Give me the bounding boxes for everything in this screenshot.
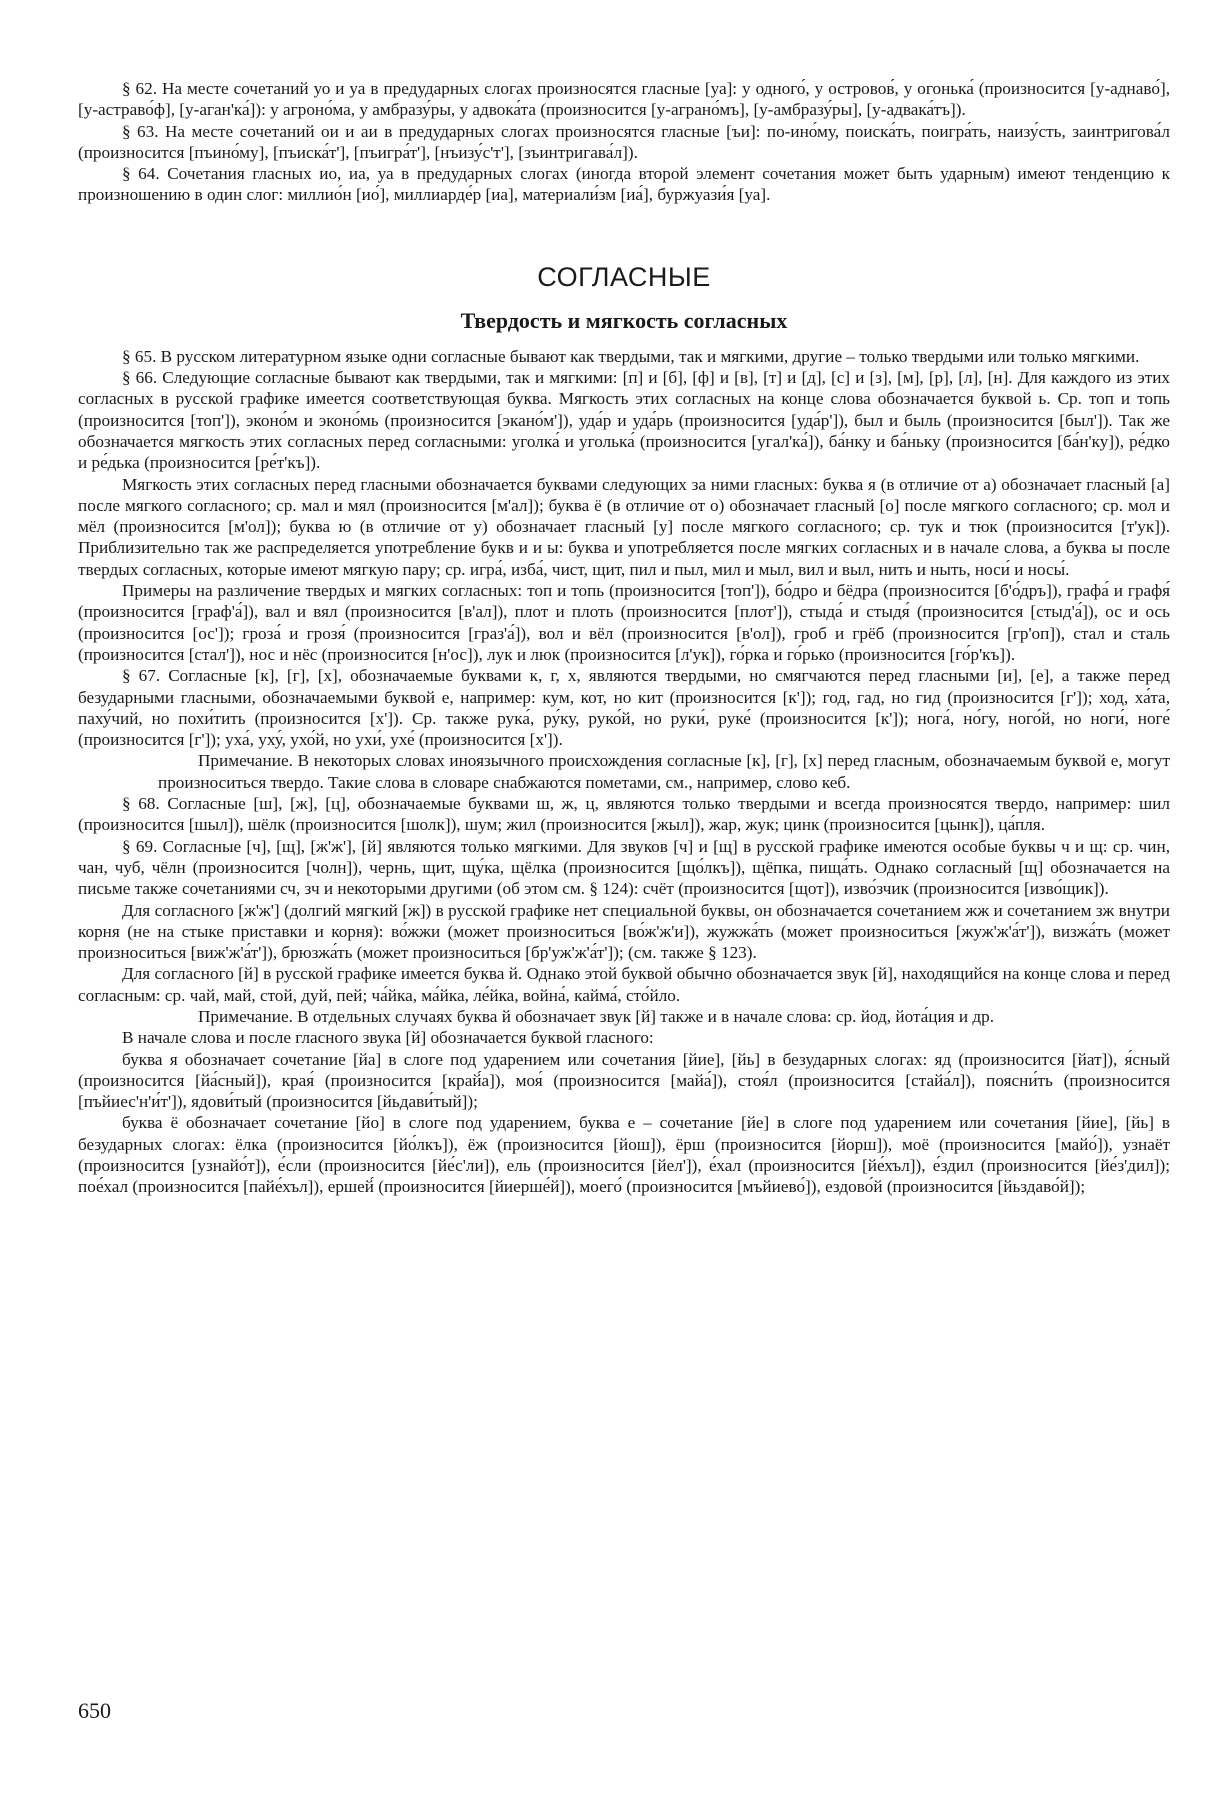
body-paragraph: В начале слова и после гласного звука [й] обозначается буквой гласного: [122, 1028, 654, 1048]
vowel-sections [78, 78, 1170, 206]
body-paragraph: буква ё обозначает сочетание [йо] в слоге под ударением, буква е – сочетание [йе] в слоге под ударением или сочетания [йие], [йь] в безударных слогах: ёлка (произносится [йо́лкъ]), ёж (произносится [йош]), ёрш (произносится [йорш]), моё (произносится [майо́]), узнаёт (произносится [узнайо́т]), е́сли (произносится [йе́с'ли]), ель (произносится [йел']), е́хал (произносится [йе́хъл]), е́здил (произносится [йе́з'дил]); пое́хал (произносится [пайе́хъл]), ершей́ (произносится [йиерше́й]), моего́ (произносится [мъйиево́]), ездово́й (произносится [йьздаво́й]); [78, 1113, 1170, 1197]
dictionary-page [78, 78, 1170, 1778]
section-64: § 64. Сочетания гласных ио, иа, уа в предударных слогах (иногда второй элемент сочетания может быть ударным) имеют тенденцию к произношению в один слог: миллио́н [ио́], миллиарде́р [иа], материали́зм [иа́], буржуази́я [уа]. [78, 164, 1170, 205]
page-number: 650 [78, 1698, 111, 1723]
body-paragraph: § 69. Согласные [ч], [щ], [ж'ж'], [й] являются только мягкими. Для звуков [ч] и [щ] в русской графике имеются особые буквы ч и щ: ср. чин, чан, чуб, чёлн (произносится [чолн]), чернь, щит, щу́ка, щёлка (произносится [що́лкъ]), щёпка, пища́ть. Однако согласный [щ] обозначается на письме также сочетаниями сч, зч и некоторыми другими (об этом см. § 124): счёт (произносится [щот]), изво́зчик (произносится [изво́щик]). [78, 836, 1170, 899]
body-paragraph: § 66. Следующие согласные бывают как твердыми, так и мягкими: [п] и [б], [ф] и [в], [т] и [д], [с] и [з], [м], [р], [л], [н]. Для каждого из этих согласных в русской графике имеется соответствующая буква. Мягкость этих согласных на конце слова обозначается буквой ь. Ср. топ и топь (произносится [топ']), эконо́м и эконо́мь (произносится [экано́м']), уда́р и уда́рь (произносится [уда́р']), был и быль (произносится [был']). Так же обозначается мягкость этих согласных перед согласными: уголка́ и уголька́ (произносится [угал'ка́]), ба́нку и ба́ньку (произносится [ба́н'ку]), ре́дко и ре́дька (произносится [ре́т'къ]). [78, 368, 1170, 473]
body-paragraph: Примеры на различение твердых и мягких согласных: топ и топь (произносится [топ']), бо́дро и бёдра (произносится [б'о́дръ]), графа́ и графя́ (произносится [граф'а́]), вал и вял (произносится [в'ал]), плот и плоть (произносится [плот']), стыда́ и стыдя́ (произносится [стыд'а́]), ос и ось (произносится [ос']); гроза́ и грозя́ (произносится [граз'а́]), вол и вёл (произносится [в'ол]), гроб и грёб (произносится [гр'оп]), стал и сталь (произносится [стал']), нос и нёс (произносится [н'ос]), лук и люк (произносится [л'ук]), го́рка и го́рько (произносится [го́р'къ]). [78, 581, 1170, 664]
section-heading: Твердость и мягкость согласных [460, 307, 788, 333]
body-paragraph: Мягкость этих согласных перед гласными обозначается буквами следующих за ними гласных: буква я (в отличие от а) обозначает гласный [а] после мягкого согласного; ср. мал и мял (произносится [м'ал]); буква ё (в отличие от о) обозначает гласный [о] после мягкого согласного; ср. мол и мёл (произносится [м'ол]); буква ю (в отличие от у) обозначает гласный [у] после мягкого согласного; ср. тук и тюк (произносится [т'ук]). Приблизительно так же распределяется употребление букв и и ы: буква и употребляется после мягких согласных и в начале слова, а буква ы после твердых согласных, которые имеют мягкую пару; ср. игра́, изба́, чист, щит, пил и пыл, мил и мыл, вил и выл, нить и ныть, носи́ и носы́. [78, 474, 1170, 579]
section-62: § 62. На месте сочетаний уо и уа в предударных слогах произносятся гласные [уа]: у одного́, у островов́, у огонька́ (произносится [у-аднаво́], [у-астраво́ф], [у-аган'ка́]): у агроно́ма, у амбразу́ры, у адвока́та (произносится [у-аграно́мъ], [у-амбразу́ры], [у-адвака́тъ]). [78, 79, 1170, 120]
body-paragraph: § 67. Согласные [к], [г], [х], обозначаемые буквами к, г, х, являются твердыми, но смягчаются перед гласными [и], [е], а также перед безударными гласными, обозначаемыми буквой е, например: кум, кот, но кит (произносится [к']); год, гад, но гид (произносится [г']); ход, ха́та, паху́чий, но похи́тить (произносится [х']). Ср. также рука́, ру́ку, руко́й, но руки́, руке́ (произносится [к']); нога́, но́гу, ного́й, но ноги́, ноге́ (произносится [г']); уха́, уху́, ухо́й, но ухи́, ухе́ (произносится [х']). [78, 666, 1170, 750]
body-paragraph: Для согласного [ж'ж'] (долгий мягкий [ж]) в русской графике нет специальной буквы, он обозначается сочетанием жж и сочетанием зж внутри корня (не на стыке приставки и корня): во́жжи (может произноситься [во́ж'ж'и]), жужжа́ть (может произноситься [жуж'ж'а́т']), визжа́ть (может произноситься [виж'ж'а́т']), брюзжа́ть (может произноситься [бр'уж'ж'а́т']); (см. также § 123). [78, 900, 1170, 963]
note-paragraph: Примечание. В отдельных случаях буква й обозначает звук [й] также и в начале слова: ср. йод, йота́ция и др. [198, 1006, 995, 1026]
body-paragraph: § 65. В русском литературном языке одни согласные бывают как твердыми, так и мягкими, другие – только твердыми или только мягкими. [122, 346, 1140, 366]
body-paragraph: Для согласного [й] в русской графике имеется буква й. Однако этой буквой обычно обозначается звук [й], находящийся на конце слова и перед согласным: ср. чай, май, стой, дуй, пей; ча́йка, ма́йка, ле́йка, война́, кайма́, сто́йло. [78, 964, 1170, 1005]
body-paragraph: буква я обозначает сочетание [йа] в слоге под ударением или сочетания [йие], [йь] в безударных слогах: яд (произносится [йат]), я́сный (произносится [йа́сный]), края́ (произносится [край́а]), моя́ (произносится [майа́]), стоя́л (произносится [стайа́л]), поясни́ть (произносится [пъйиес'н'и́т']), ядови́тый (произносится [йьдави́тый]); [78, 1049, 1170, 1112]
note-paragraph: Примечание. В некоторых словах иноязычного происхождения согласные [к], [г], [х] перед гласным, обозначаемым буквой е, могут произноситься твердо. Такие слова в словаре снабжаются пометами, см., например, слово кеб. [158, 751, 1170, 792]
chapter-heading: СОГЛАСНЫЕ [537, 261, 711, 292]
consonant-sections [78, 346, 1170, 1198]
body-paragraph: § 68. Согласные [ш], [ж], [ц], обозначаемые буквами ш, ж, ц, являются только твердыми и всегда произносятся твердо, например: шил (произносится [шыл]), шёлк (произносится [шолк]), шум; жил (произносится [жыл]), жар, жук; цинк (произносится [цынк]), ца́пля. [78, 794, 1170, 835]
section-63: § 63. На месте сочетаний ои и аи в предударных слогах произносятся гласные [ъи]: по-ино́му, поиска́ть, поигра́ть, наизу́сть, заинтригова́л (произносится [пъино́му], [пъиска́т'], [пъигра́т'], [нъизу́с'т'], [зъинтригава́л]). [78, 121, 1170, 162]
